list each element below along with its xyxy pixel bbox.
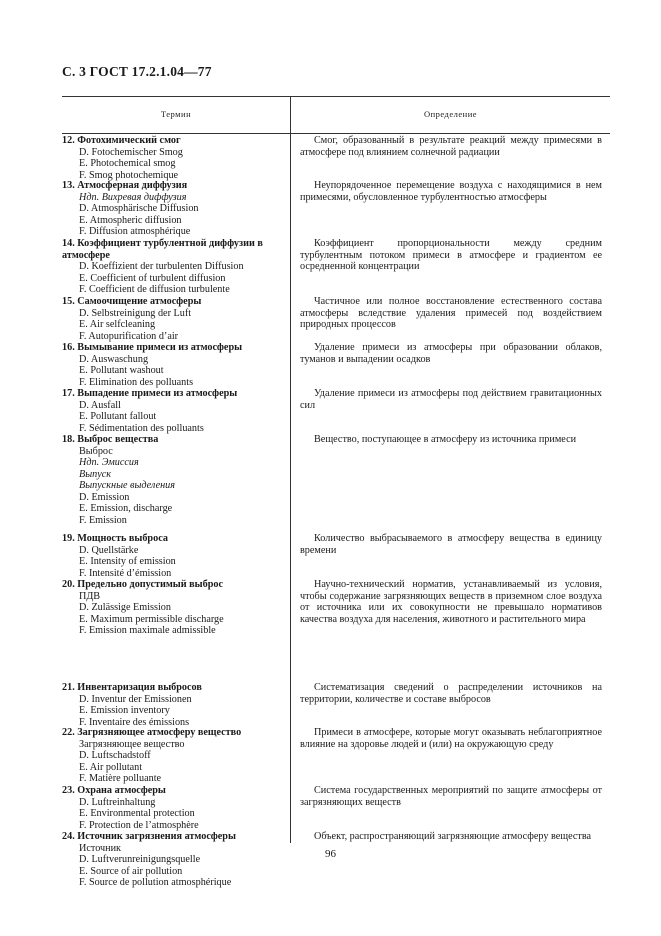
term-synonym: F. Elimination des polluants (79, 376, 194, 388)
definition-cell: Удаление примеси из атмосферы под действием гравитационных сил (300, 388, 602, 411)
term-cell (62, 388, 284, 434)
definition-cell: Систематизация сведений о распределении источников на территории, количестве и составе выбросов (300, 682, 602, 705)
definition-cell: Частичное или полное восстановление естественного состава атмосферы вследствие удаления примесей под воздействием природных процессов (300, 296, 602, 330)
term-synonym: F. Smog photochemique (79, 169, 179, 181)
definition-cell: Вещество, поступающее в атмосферу из источника примеси (314, 434, 577, 445)
term-synonym: E. Coefficient of turbulent diffusion (79, 272, 226, 284)
term-title: 19. Мощность выброса (62, 533, 168, 544)
term-synonym: D. Luftschadstoff (79, 750, 151, 761)
term-synonym: F. Coefficient de diffusion turbulente (79, 284, 230, 295)
term-synonym: E. Air selfcleaning (79, 319, 156, 330)
term-synonym: E. Emission inventory (79, 705, 170, 716)
definition-cell: Объект, распространяющий загрязняющие атмосферу вещества (314, 831, 592, 842)
term-title: 12. Фотохимический смог (62, 135, 181, 146)
term-synonym: F. Inventaire des émissions (79, 716, 190, 728)
term-cell (62, 533, 284, 579)
term-synonym: Выброс (79, 445, 113, 457)
term-cell (62, 135, 284, 181)
term-cell (62, 342, 284, 388)
term-synonym: Выпускные выделения (79, 480, 176, 491)
term-synonym: F. Autopurification d’air (79, 330, 179, 342)
term-synonym: E. Maximum permissible discharge (79, 613, 224, 625)
term-title: 22. Загрязняющее атмосферу вещество (62, 727, 242, 738)
term-title: 14. Коэффициент турбулентной диффузии в атмосфере (62, 238, 263, 261)
term-cell (62, 682, 284, 728)
definition-cell: Удаление примеси из атмосферы при образовании облаков, туманов и выпадении осадков (300, 342, 602, 365)
term-synonym: D. Fotochemischer Smog (79, 146, 183, 158)
term-synonym: D. Emission (79, 491, 130, 503)
definition-cell: Система государственных мероприятий по защите атмосферы от загрязняющих веществ (300, 785, 602, 808)
term-title: 23. Охрана атмосферы (62, 785, 166, 796)
term-cell (62, 579, 284, 637)
term-synonym: Ндп. Вихревая диффузия (79, 191, 187, 203)
definition-cell: Неупорядоченное перемещение воздуха с находящимися в нем примесями, обусловленное турбулентностью атмосферы (300, 180, 602, 203)
term-synonym: D. Zulässige Emission (79, 602, 171, 613)
term-title: 13. Атмосферная диффузия (62, 180, 188, 191)
term-synonym: E. Intensity of emission (79, 556, 176, 567)
term-title: 21. Инвентаризация выбросов (62, 682, 202, 693)
term-synonym: F. Emission maximale admissible (79, 625, 216, 636)
page-header: С. 3 ГОСТ 17.2.1.04—77 (62, 64, 212, 79)
term-synonym: E. Pollutant washout (79, 365, 164, 376)
column-divider (290, 97, 291, 843)
term-cell (62, 238, 284, 296)
term-synonym: E. Air pollutant (79, 761, 143, 773)
term-synonym: D. Ausfall (79, 399, 121, 411)
definition-cell: Коэффициент пропорциональности между средним турбулентным потоком примеси в атмосфере и градиентом ее осредненной концентрации (300, 238, 602, 272)
term-synonym: D. Quellstärke (79, 544, 139, 556)
term-cell (62, 296, 284, 342)
term-synonym: ПДВ (79, 590, 101, 602)
term-synonym: D. Luftreinhaltung (79, 796, 156, 808)
term-title: 24. Источник загрязнения атмосферы (62, 831, 236, 842)
term-synonym: E. Photochemical smog (79, 158, 176, 169)
term-synonym: D. Koeffizient der turbulenten Diffusion (79, 261, 244, 272)
term-title: 16. Вымывание примеси из атмосферы (62, 342, 243, 353)
term-synonym: Выпуск (79, 468, 112, 480)
term-synonym: F. Source de pollution atmosphérique (79, 877, 232, 888)
page-number: 96 (325, 848, 336, 860)
term-cell (62, 785, 284, 831)
term-title: 20. Предельно допустимый выброс (62, 579, 223, 590)
term-synonym: Загрязняющее вещество (79, 738, 185, 750)
term-cell (62, 434, 284, 526)
term-title: 17. Выпадение примеси из атмосферы (62, 388, 238, 399)
definition-cell: Научно-технический норматив, устанавливаемый из условия, чтобы содержание загрязняющих веществ в приземном слое воздуха от источника или их совокупности не превышало нормативов качества воздуха для населения, животного и растительного мира (300, 579, 602, 625)
table-header (62, 97, 610, 134)
term-cell (62, 727, 284, 785)
term-synonym: F. Diffusion atmosphérique (79, 226, 191, 237)
term-title: 15. Самоочищение атмосферы (62, 296, 202, 307)
term-synonym: F. Matière polluante (79, 773, 162, 784)
term-synonym: D. Inventur der Emissionen (79, 693, 192, 705)
term-synonym: F. Emission (79, 514, 127, 526)
term-title: 18. Выброс вещества (62, 434, 159, 445)
definition-cell: Смог, образованный в результате реакций между примесями в атмосфере под влиянием солнечной радиации (300, 135, 602, 158)
term-synonym: E. Environmental protection (79, 808, 195, 819)
term-column-header: Термин (160, 109, 192, 119)
term-synonym: Источник (79, 842, 122, 854)
term-synonym: D. Selbstreinigung der Luft (79, 307, 192, 319)
term-cell (62, 180, 284, 238)
definition-cell: Количество выбрасываемого в атмосферу вещества в единицу времени (300, 533, 602, 556)
term-synonym: F. Protection de l’atmosphère (79, 819, 199, 831)
term-synonym: F. Intensité d’émission (79, 567, 172, 579)
term-synonym: D. Luftverunreinigungsquelle (79, 854, 201, 865)
term-synonym: E. Atmospheric diffusion (79, 214, 182, 226)
term-synonym: D. Atmosphärische Diffusion (79, 203, 199, 214)
term-synonym: E. Emission, discharge (79, 503, 173, 514)
term-synonym: D. Auswaschung (79, 353, 149, 365)
definition-column-header: Определение (423, 109, 478, 119)
term-synonym: Ндп. Эмиссия (79, 457, 139, 468)
term-synonym: F. Sédimentation des polluants (79, 422, 204, 434)
term-synonym: E. Source of air pollution (79, 865, 183, 877)
term-synonym: E. Pollutant fallout (79, 411, 157, 422)
definition-cell: Примеси в атмосфере, которые могут оказывать неблагоприятное влияние на здоровье людей и (или) на окружающую среду (300, 727, 602, 750)
